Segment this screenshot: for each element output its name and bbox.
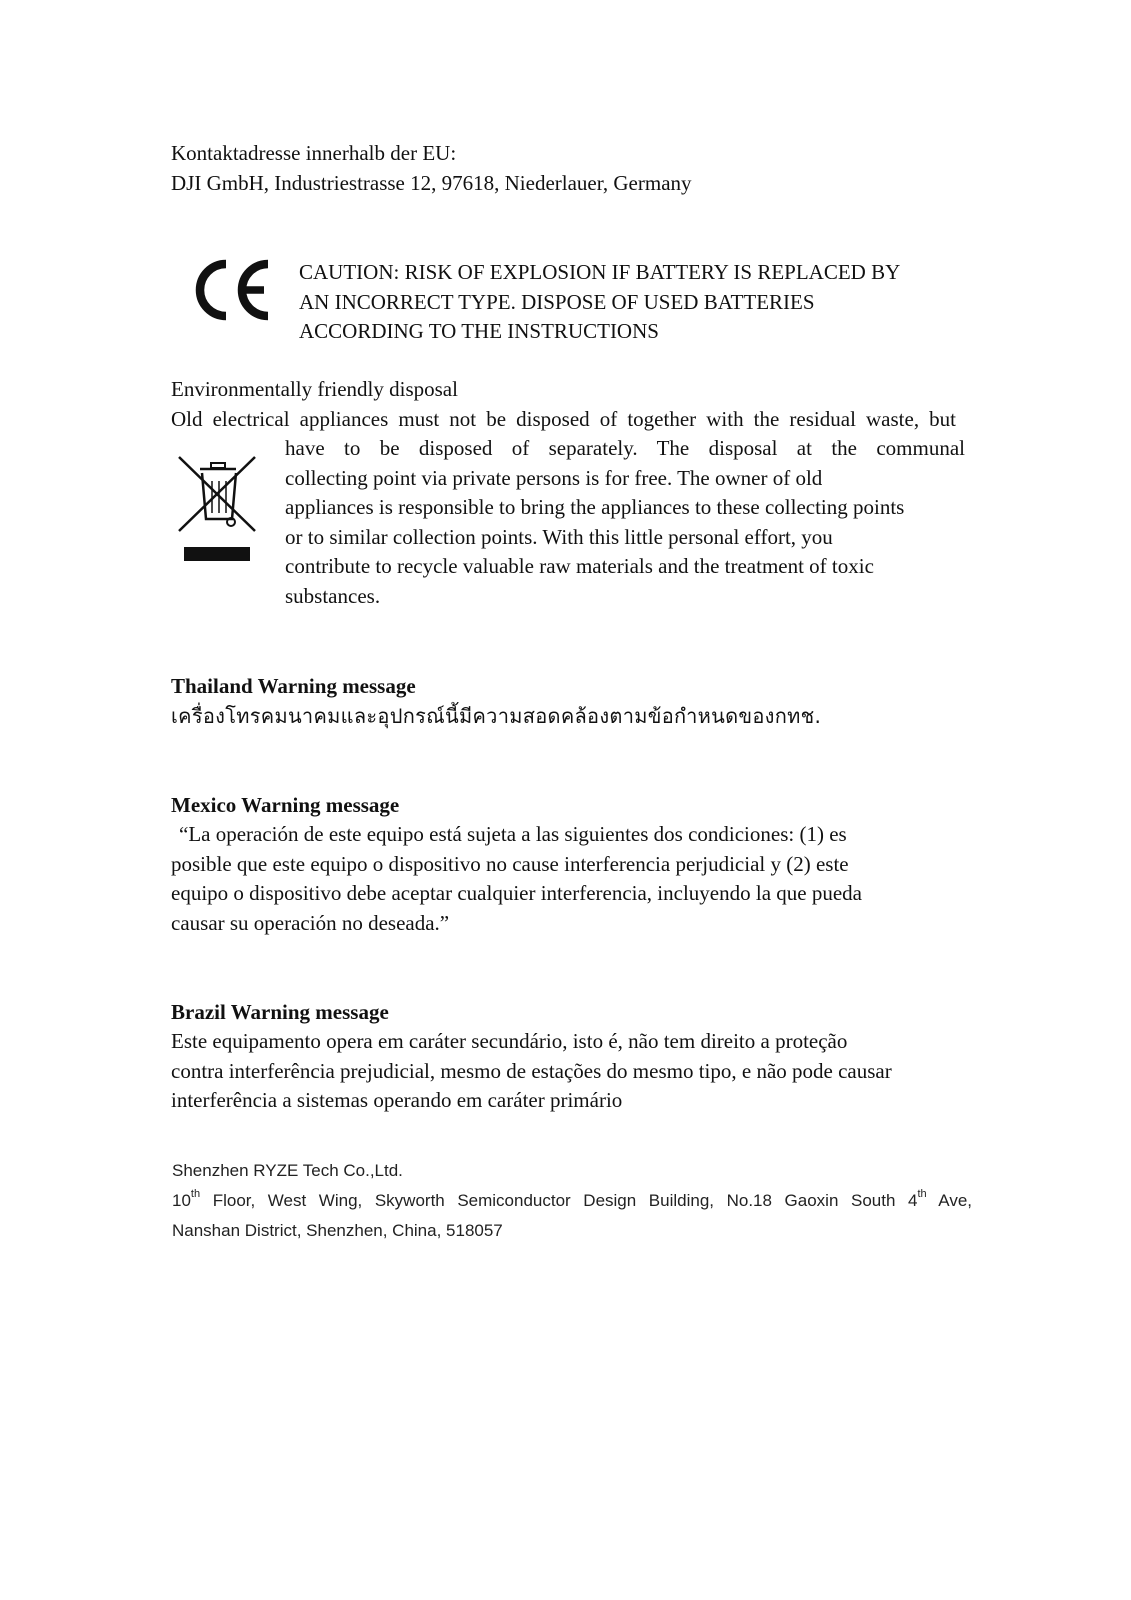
floor-number: 10 (172, 1191, 191, 1210)
company-name: Shenzhen RYZE Tech Co.,Ltd. (172, 1161, 403, 1180)
disposal-title: Environmentally friendly disposal (171, 377, 458, 401)
mexico-line: equipo o dispositivo debe aceptar cualquier interferencia, incluyendo la que pueda (171, 881, 862, 905)
disposal-line: substances. (285, 583, 381, 608)
brazil-warning-title: Brazil Warning message (171, 1000, 389, 1024)
eu-contact-heading: Kontaktadresse innerhalb der EU: (171, 141, 457, 165)
mexico-line: causar su operación no deseada.” (171, 910, 450, 935)
eu-contact-address: DJI GmbH, Industriestrasse 12, 97618, Niederlauer, Germany (171, 170, 692, 195)
caution-line: CAUTION: RISK OF EXPLOSION IF BATTERY IS REPLACED BY (299, 260, 901, 284)
address-part-a: Floor, West Wing, Skyworth Semiconductor Design Building, No.18 Gaoxin South 4 (212, 1191, 918, 1210)
brazil-warning-body (171, 1027, 961, 1116)
company-address-line1 (172, 1186, 972, 1216)
battery-caution-text (299, 258, 900, 347)
brazil-line: contra interferência prejudicial, mesmo de estações do mesmo tipo, e não pode causar (171, 1058, 892, 1083)
company-info (172, 1156, 972, 1246)
caution-line: ACCORDING TO THE INSTRUCTIONS (299, 319, 659, 343)
floor-suffix: th (190, 1188, 201, 1201)
disposal-line: have to be disposed of separately. The disposal at the communal (285, 436, 965, 460)
brazil-line: interferência a sistemas operando em caráter primário (171, 1088, 623, 1112)
mexico-warning-body (171, 820, 961, 938)
company-address-line2: Nanshan District, Shenzhen, China, 518057 (172, 1221, 503, 1240)
address-part-b: Ave, (938, 1191, 972, 1210)
disposal-body (285, 434, 965, 611)
mexico-line: “La operación de este equipo está sujeta a las siguientes dos condiciones: (1) es (179, 822, 847, 846)
caution-line: AN INCORRECT TYPE. DISPOSE OF USED BATTERIES (299, 289, 815, 314)
disposal-first-line: Old electrical appliances must not be disposed of together with the residual waste, but (171, 407, 956, 431)
brazil-line: Este equipamento opera em caráter secundário, isto é, não tem direito a proteção (171, 1029, 848, 1053)
disposal-line: collecting point via private persons is for free. The owner of old (285, 465, 823, 490)
thailand-warning-text: เครื่องโทรคมนาคมและอุปกรณ์นี้มีความสอดคล้องตามข้อกำหนดของกทช. (171, 704, 822, 728)
disposal-line: appliances is responsible to bring the appliances to these collecting points (285, 495, 905, 519)
mexico-warning-title: Mexico Warning message (171, 793, 400, 817)
ce-mark-icon (192, 258, 274, 322)
avenue-suffix: th (917, 1188, 927, 1201)
disposal-line: or to similar collection points. With this little personal effort, you (285, 524, 833, 549)
weee-crossed-bin-icon (176, 455, 260, 575)
eu-contact-block (171, 139, 692, 198)
thailand-warning-title: Thailand Warning message (171, 674, 416, 698)
disposal-line: contribute to recycle valuable raw materials and the treatment of toxic (285, 554, 874, 578)
mexico-line: posible que este equipo o dispositivo no cause interferencia perjudicial y (2) este (171, 851, 849, 876)
